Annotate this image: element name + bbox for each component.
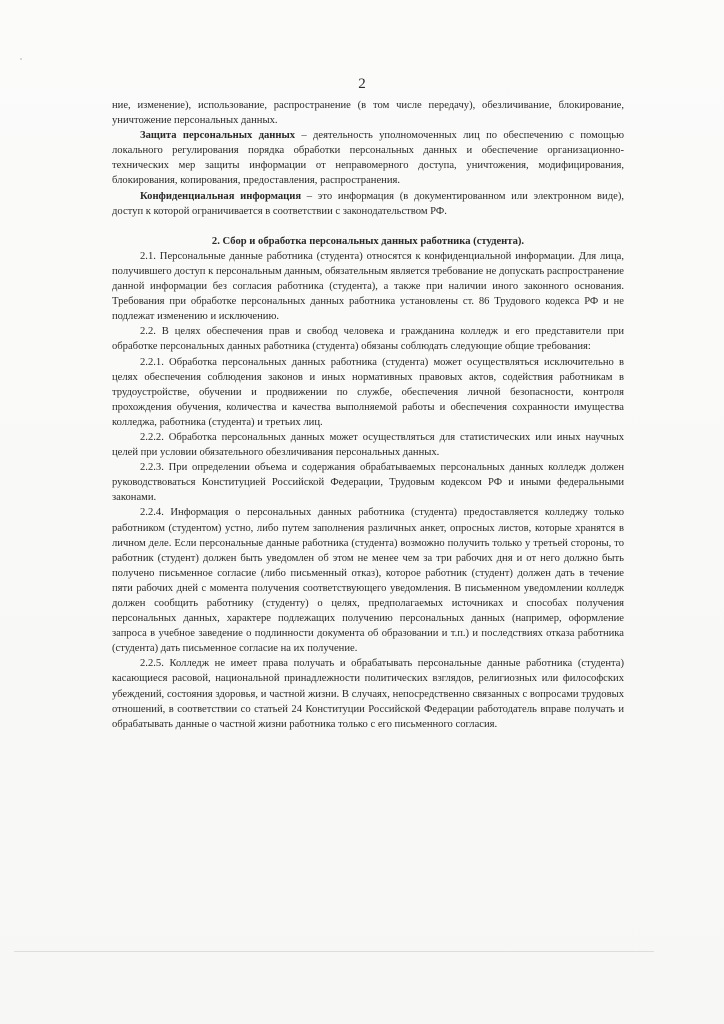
paragraph-continuation: ние, изменение), использование, распространение (в том числе передачу), обезличивание, блокирование, уничтожение персональных данных. xyxy=(112,100,624,127)
term-data-protection: Защита персональных данных xyxy=(140,130,296,142)
definition-text: – деятельность уполномоченных лиц по обеспечению с помощью локального регулирования порядка обработки персональных данных и обеспечение организационно-технических мер защиты информации от неправомерного доступа, уничтожения, модифицирования, блокирования, копирования, предоставления, распространения. xyxy=(112,130,625,187)
definition-text: – это информация (в документированном или электронном виде), доступ к которой ограничивается в соответствии с законодательством РФ. xyxy=(112,190,624,217)
clause-2-2-5: 2.2.5. Колледж не имеет права получать и обрабатывать персональные данные работника (студента) касающиеся расовой, национальной принадлежности политических взглядов, религиозных или философских убеждений, состояния здоровья, и частной жизни. В случаях, непосредственно связанных с вопросами трудовых отношений, в соответствии со статьей 24 Конституции Российской Федерации работодатель вправе получать и обрабатывать данные о частной жизни работника только с его письменного согласия. xyxy=(112,658,624,730)
clause-2-1: 2.1. Персональные данные работника (студента) относятся к конфиденциальной информации. Для лица, получившего доступ к персональным данным, обязательным является требование не допускать распространение данной информации без согласия работника (студента), а также при наличии иного законного основания. Требования при обработке персональных данных работника установлены ст. 86 Трудового кодекса РФ и не подлежат изменению и исключению. xyxy=(112,250,624,323)
section-title: 2. Сбор и обработка персональных данных работника (студента). xyxy=(211,235,525,247)
scan-speck xyxy=(20,58,22,60)
clause-2-2: 2.2. В целях обеспечения прав и свобод человека и гражданина колледж и его представители при обработке персональных данных работника (студента) обязаны соблюдать следующие общие требования: xyxy=(112,326,624,353)
document-body xyxy=(112,98,624,732)
definition-confidential-info xyxy=(112,189,624,219)
page-number: 2 xyxy=(358,76,366,92)
clause-2-2-1: 2.2.1. Обработка персональных данных работника (студента) может осуществляться исключительно в целях обеспечения соблюдения законов и иных нормативных правовых актов, содействия работникам в трудоустройстве, обучении и продвижении по службе, обеспечения личной безопасности, контроля прохождения обучения, количества и качества выполняемой работы и обеспечения сохранности имущества колледжа, работника (студента) и третьих лиц. xyxy=(112,356,624,428)
clause-2-2-2: 2.2.2. Обработка персональных данных может осуществляться для статистических или иных научных целей при условии обязательного обезличивания персональных данных. xyxy=(112,431,624,459)
scan-edge-line xyxy=(14,951,654,952)
clause-2-2-4: 2.2.4. Информация о персональных данных работника (студента) предоставляется колледжу только работником (студентом) устно, либо путем заполнения различных анкет, опросных листов, которые хранятся в личном деле. Если персональные данные работника (студента) возможно получить только у третьей стороны, то работник (студент) должен быть уведомлен об этом не менее чем за три рабочих дня и от него должно быть получено письменное согласие (либо письменный отказ), которое работник (студент) должен дать в течение пяти рабочих дней с момента получения соответствующего уведомления. В письменном уведомлении колледж должен сообщить работнику (студенту) о целях, предполагаемых источниках и способах получения персональных данных, характере подлежащих получению персональных данных (например, оформление запроса в учебное заведение о подлинности документа об образовании и т.п.) и последствиях отказа работника (студента) дать письменное согласие на их получение. xyxy=(112,507,624,655)
definition-data-protection xyxy=(112,128,624,188)
clause-2-2-3: 2.2.3. При определении объема и содержания обрабатываемых персональных данных колледж должен руководствоваться Конституцией Российской Федерации, Трудовым кодексом РФ и иными федеральными законами. xyxy=(112,462,624,504)
term-confidential-info: Конфиденциальная информация xyxy=(140,190,302,202)
